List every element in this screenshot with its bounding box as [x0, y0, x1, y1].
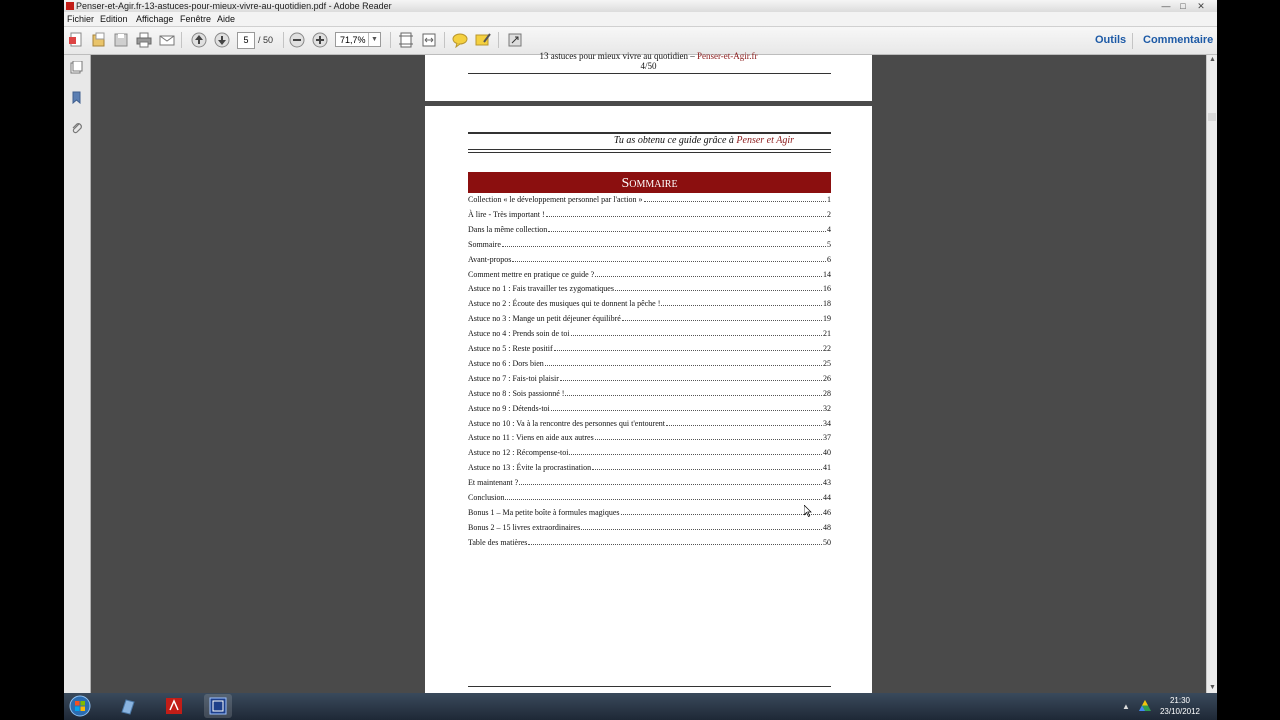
taskbar: [64, 693, 1217, 720]
toc-entry-label: Bonus 1 – Ma petite boîte à formules magiques: [468, 507, 620, 517]
sticky-note-icon[interactable]: [451, 31, 469, 49]
zoom-level-select[interactable]: [335, 32, 381, 47]
toc-dot-leader: [502, 246, 826, 247]
toc-dot-leader: [505, 499, 822, 500]
toc-entry[interactable]: [468, 298, 831, 310]
previous-page-footer: [425, 51, 872, 61]
toc-entry[interactable]: [468, 447, 831, 459]
navigation-pane: [64, 55, 91, 693]
toc-entry[interactable]: [468, 522, 831, 534]
maximize-button[interactable]: □: [1180, 1, 1186, 11]
toc-entry-page: 21: [823, 329, 831, 339]
toc-entry-page: 50: [823, 537, 831, 547]
tagline: [468, 135, 794, 146]
toc-dot-leader: [546, 216, 826, 217]
toc-dot-leader: [595, 439, 822, 440]
pdf-page-previous: [425, 51, 872, 101]
toc-dot-leader: [569, 454, 822, 455]
toc-entry-page: 44: [823, 493, 831, 502]
mouse-cursor-icon: [804, 505, 812, 517]
toc-dot-leader: [554, 350, 822, 351]
start-button[interactable]: [66, 694, 94, 718]
bookmarks-icon[interactable]: [70, 91, 83, 104]
toc-entry-label: Et maintenant ?: [468, 478, 519, 488]
toc-dot-leader: [548, 231, 826, 232]
email-icon[interactable]: [158, 31, 176, 49]
toc-dot-leader: [581, 529, 822, 530]
toc-entry[interactable]: [468, 492, 831, 504]
pdf-page-current: [425, 106, 872, 693]
tools-panel-link[interactable]: Outils: [1095, 34, 1127, 46]
menu-fenetre[interactable]: Fenêtre: [180, 14, 212, 24]
zoom-in-icon[interactable]: [311, 31, 329, 49]
toc-entry[interactable]: [468, 537, 831, 549]
toc-entry[interactable]: [468, 283, 831, 295]
toc-dot-leader: [644, 201, 827, 202]
toc-entry-label: Astuce no 10 : Va à la rencontre des personnes qui t'entourent: [468, 418, 666, 428]
footer-rule: [468, 686, 831, 687]
toc-entry-page: 34: [823, 418, 831, 428]
toc-dot-leader: [592, 469, 822, 470]
footer-divider: [468, 73, 831, 74]
toc-entry[interactable]: [468, 403, 831, 415]
page-number-input[interactable]: 5: [237, 32, 255, 49]
toc-entry-label: Bonus 2 – 15 livres extraordinaires: [468, 522, 581, 532]
system-clock[interactable]: [1155, 695, 1205, 717]
toc-entry-label: Astuce no 12 : Récompense-toi: [468, 448, 569, 458]
toc-entry-page: 4: [827, 224, 831, 234]
header-rule-2: [468, 152, 831, 153]
toc-entry-label: Astuce no 3 : Mange un petit déjeuner équilibré: [468, 314, 621, 324]
toc-entry[interactable]: [468, 209, 831, 221]
adobe-reader-app-icon: [66, 2, 74, 10]
toc-dot-leader: [512, 261, 826, 262]
highlight-icon[interactable]: [474, 31, 492, 49]
comment-panel-link[interactable]: Commentaire: [1143, 34, 1214, 46]
toc-entry-page: 14: [823, 269, 831, 279]
page-thumbnails-icon[interactable]: [70, 61, 83, 74]
menu-fichier[interactable]: Fichier: [67, 14, 95, 24]
page-total: / 50: [258, 35, 274, 45]
toc-entry[interactable]: [468, 313, 831, 325]
scroll-up-arrow[interactable]: ▲: [1209, 56, 1216, 63]
previous-page-icon[interactable]: [190, 31, 208, 49]
toc-entry-label: Astuce no 8 : Sois passionné !: [468, 388, 565, 398]
toc-entry-label: Astuce no 2 : Écoute des musiques qui te donnent la pêche !: [468, 299, 661, 309]
toc-entry-label: Table des matières: [468, 537, 528, 547]
toc-entry[interactable]: [468, 328, 831, 340]
expand-icon[interactable]: [506, 31, 524, 49]
toc-dot-leader: [615, 290, 822, 291]
next-page-icon[interactable]: [213, 31, 231, 49]
toc-entry[interactable]: [468, 343, 831, 355]
toc-entry-label: Astuce no 13 : Évite la procrastination: [468, 463, 592, 473]
toc-entry-page: 6: [827, 254, 831, 264]
toc-dot-leader: [528, 544, 822, 545]
toc-entry-page: 22: [823, 344, 831, 353]
toc-dot-leader: [621, 514, 822, 515]
toc-entry-page: 5: [827, 239, 831, 249]
toc-entry-label: Astuce no 7 : Fais-toi plaisir: [468, 373, 559, 383]
adobe-reader-window: [64, 0, 1217, 693]
title-bar: [64, 0, 1217, 12]
toc-entry-label: Dans la même collection: [468, 224, 548, 234]
toc-entry[interactable]: [468, 239, 831, 251]
header-top-rule: [468, 132, 831, 134]
footer-link[interactable]: Penser-et-Agir.fr: [696, 51, 758, 61]
vertical-scrollbar[interactable]: [1206, 55, 1217, 693]
close-button[interactable]: ✕: [1197, 1, 1205, 11]
toc-entry-page: 1: [827, 195, 831, 204]
chevron-down-icon[interactable]: ▼: [368, 33, 380, 46]
toc-entry-page: 37: [823, 433, 831, 443]
toc-entry[interactable]: [468, 462, 831, 474]
toc-entry[interactable]: [468, 194, 831, 206]
clock-time: 21:30: [1169, 696, 1191, 705]
toc-entry-label: Collection « le développement personnel par l'action »: [468, 195, 643, 204]
show-hidden-icons-icon[interactable]: ▲: [1122, 702, 1130, 711]
toc-entry[interactable]: [468, 358, 831, 370]
minimize-button[interactable]: —: [1161, 1, 1171, 11]
toc-entry[interactable]: [468, 418, 831, 430]
toc-entry-label: Astuce no 1 : Fais travailler tes zygomatiques: [468, 284, 614, 294]
print-icon[interactable]: [135, 31, 153, 49]
toc-dot-leader: [666, 425, 822, 426]
toc-entry-label: Astuce no 11 : Viens en aide aux autres: [468, 433, 594, 443]
toc-entry[interactable]: [468, 224, 831, 236]
tagline-link[interactable]: Penser et Agir: [736, 135, 794, 146]
toc-entry-page: 2: [827, 209, 831, 219]
toc-dot-leader: [519, 484, 822, 485]
toc-dot-leader: [571, 335, 822, 336]
toc-dot-leader: [622, 320, 822, 321]
create-pdf-icon[interactable]: [67, 31, 85, 49]
menu-bar: [64, 12, 1217, 27]
save-icon[interactable]: [112, 31, 130, 49]
taskbar-acrobat-icon[interactable]: [160, 694, 188, 718]
open-file-icon[interactable]: [90, 31, 108, 49]
toc-dot-leader: [595, 276, 822, 277]
toc-entry-page: 43: [823, 478, 831, 488]
toc-entry-page: 16: [823, 284, 831, 294]
fit-page-icon[interactable]: [397, 31, 415, 49]
footer-text: 13 astuces pour mieux vivre au quotidien –: [539, 51, 697, 61]
menu-aide[interactable]: Aide: [217, 14, 236, 24]
toc-dot-leader: [560, 380, 822, 381]
attachments-icon[interactable]: [70, 121, 83, 134]
fit-width-icon[interactable]: [420, 31, 438, 49]
toc-entry[interactable]: [468, 507, 831, 519]
toc-entry-page: 18: [823, 299, 831, 309]
toc-entry[interactable]: [468, 388, 831, 400]
toc-entry-page: 40: [823, 448, 831, 458]
toc-entry-page: 48: [823, 522, 831, 532]
toc-entry-label: Astuce no 5 : Reste positif: [468, 344, 553, 353]
toc-entry-label: Astuce no 9 : Détends-toi: [468, 403, 550, 413]
tagline-text: Tu as obtenu ce guide grâce à: [613, 135, 737, 146]
taskbar-app-icon[interactable]: [204, 694, 232, 718]
window-title: Penser-et-Agir.fr-13-astuces-pour-mieux-vivre-au-quotidien.pdf - Adobe Reader: [76, 1, 392, 11]
toc-dot-leader: [545, 365, 822, 366]
scrollbar-thumb[interactable]: [1208, 113, 1216, 121]
taskbar-explorer-icon[interactable]: [114, 694, 142, 718]
toc-entry-page: 19: [823, 314, 831, 324]
toc-entry-page: 25: [823, 358, 831, 368]
header-rule-1: [468, 149, 831, 150]
toc-entry-label: Sommaire: [468, 239, 501, 249]
previous-page-number: 4/50: [640, 61, 657, 71]
toc-entry-page: 32: [823, 403, 831, 413]
toc-entry-label: Conclusion: [468, 493, 505, 502]
toc-entry[interactable]: [468, 477, 831, 489]
drive-sync-icon[interactable]: [1138, 699, 1152, 717]
toc-entry[interactable]: [468, 254, 831, 266]
toc-entry[interactable]: [468, 269, 831, 281]
toc-entry-page: 28: [823, 388, 831, 398]
toc-entry-label: Comment mettre en pratique ce guide ?: [468, 269, 595, 279]
toc-entry-label: À lire - Très important !: [468, 209, 545, 219]
toc-dot-leader: [551, 410, 822, 411]
toc-entry-label: Astuce no 4 : Prends soin de toi: [468, 329, 570, 339]
zoom-out-icon[interactable]: [288, 31, 306, 49]
toc-entry-page: 46: [823, 507, 831, 517]
toc-title: Sommaire: [468, 172, 831, 193]
toc-entry-label: Avant-propos: [468, 254, 512, 264]
toc-entry-page: 26: [823, 373, 831, 383]
toc-entry-page: 41: [823, 463, 831, 473]
menu-affichage[interactable]: Affichage: [136, 14, 174, 24]
toc-dot-leader: [565, 395, 822, 396]
toc-entry[interactable]: [468, 432, 831, 444]
clock-date: 23/10/2012: [1159, 707, 1201, 716]
toc-entry-label: Astuce no 6 : Dors bien: [468, 358, 544, 368]
toc-entry[interactable]: [468, 373, 831, 385]
menu-edition[interactable]: Edition: [100, 14, 128, 24]
toc-dot-leader: [661, 305, 822, 306]
scroll-down-arrow[interactable]: ▼: [1209, 684, 1216, 691]
zoom-level-value: 71,7%: [340, 35, 366, 45]
